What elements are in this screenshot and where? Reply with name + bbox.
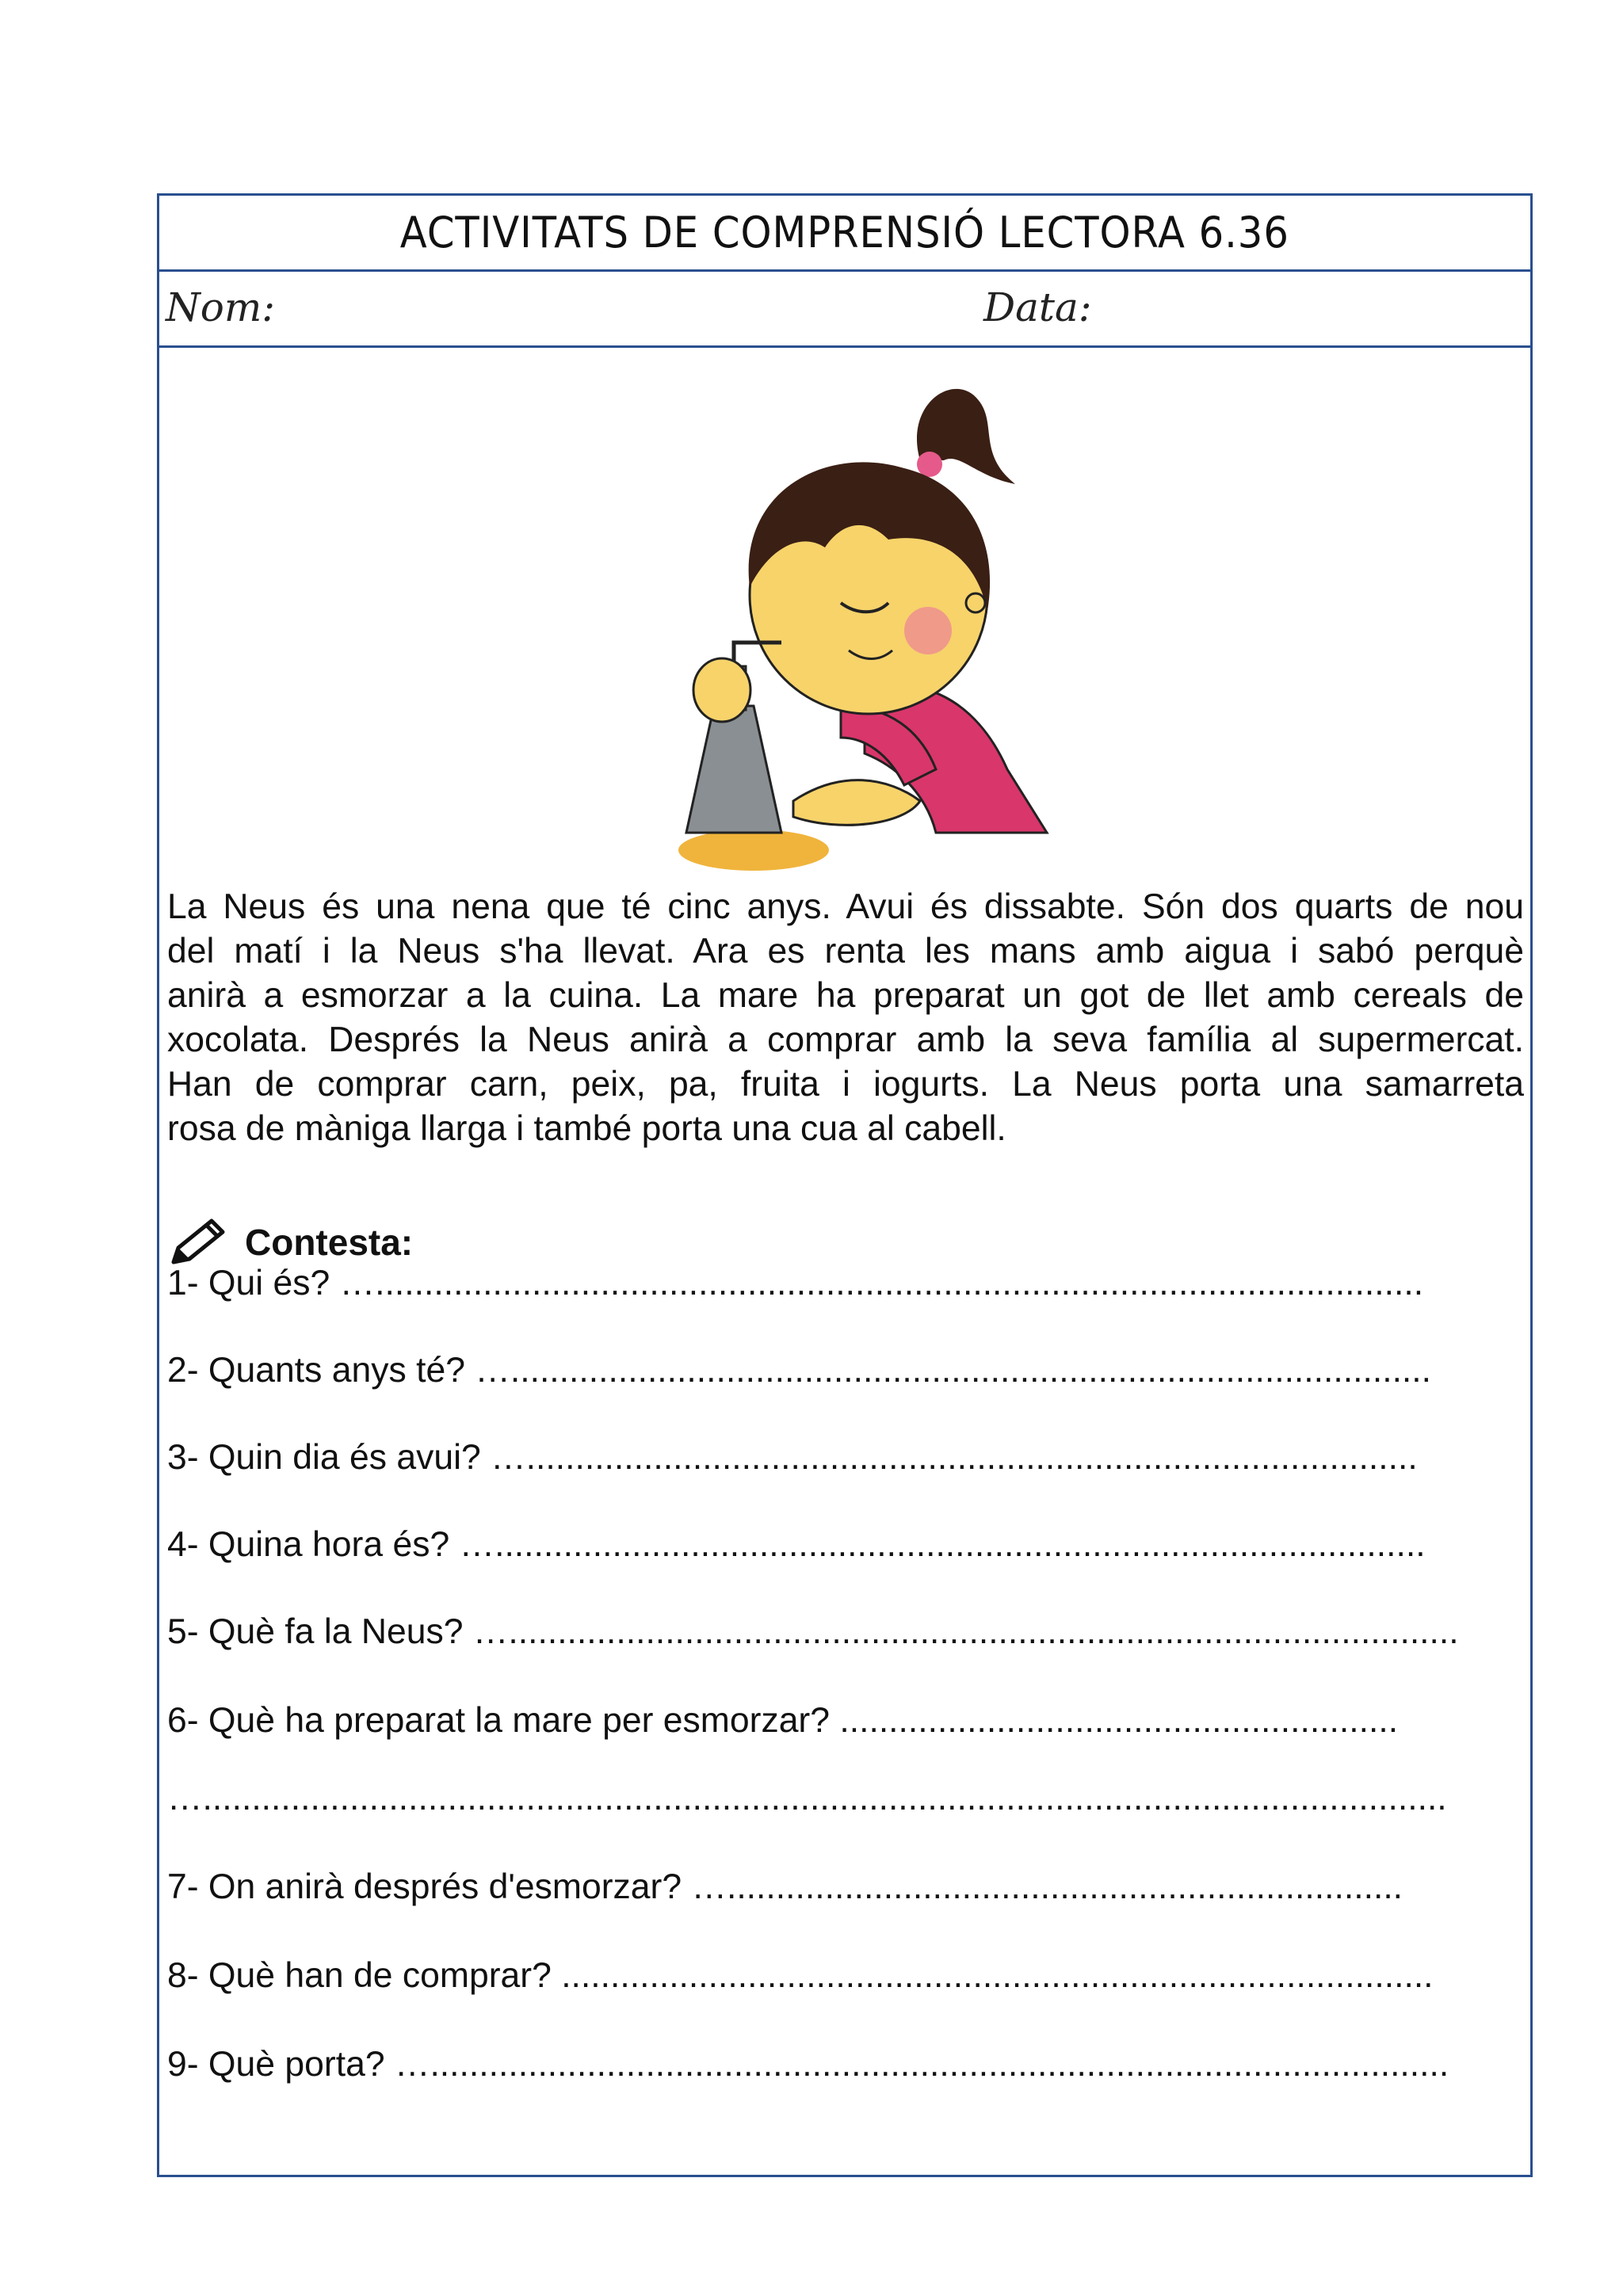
passage-line: rosa de màniga llarga i també porta una cua al cabell. <box>167 1109 1006 1148</box>
reading-passage <box>167 885 1524 1151</box>
question-line[interactable]: 4- Quina hora és? …............................................................................................... <box>167 1525 1426 1564</box>
question-line[interactable]: 9- Què porta? …........................................................................................................ <box>167 2045 1449 2084</box>
passage-line: La Neus és una nena que té cinc anys. Avui és dissabte. Són dos quarts de nou <box>167 887 1524 926</box>
question-line[interactable]: 5- Què fa la Neus? …................................................................................................. <box>167 1612 1459 1651</box>
info-row <box>159 272 1530 348</box>
question-line[interactable]: 2- Quants anys té? ….............................................................................................. <box>167 1351 1432 1390</box>
date-label: Data: <box>983 284 1092 330</box>
name-label: Nom: <box>166 284 276 330</box>
question-line[interactable]: 7- On anirà després d'esmorzar? …..................................................................... <box>167 1867 1403 1906</box>
passage-line: anirà a esmorzar a la cuina. La mare ha preparat un got de llet amb cereals de <box>167 976 1524 1015</box>
question-line[interactable]: 8- Què han de comprar? ......................................................................................... <box>167 1956 1434 1995</box>
question-line[interactable]: 3- Quin dia és avui? …........................................................................................... <box>167 1438 1418 1477</box>
worksheet <box>157 193 1533 2177</box>
page-title: ACTIVITATS DE COMPRENSIÓ LECTORA 6.36 <box>399 208 1290 257</box>
question-line[interactable]: 1- Qui és? …........................................................................................................... <box>167 1264 1424 1302</box>
contesta-label: Contesta: <box>245 1222 414 1263</box>
passage-line: Han de comprar carn, peix, pa, fruita i iogurts. La Neus porta una samarreta <box>167 1065 1524 1104</box>
passage-line: xocolata. Després la Neus anirà a comprar amb la seva família al supermercat. <box>167 1020 1524 1059</box>
passage-line: del matí i la Neus s'ha llevat. Ara es renta les mans amb aigua i sabó perquè <box>167 932 1524 971</box>
question-line[interactable]: 6- Què ha preparat la mare per esmorzar? ......................................................... <box>167 1701 1399 1740</box>
answer-line[interactable]: …............................................................................................................................... <box>167 1779 1447 1817</box>
girl-washing-hands-illustration <box>603 357 1079 887</box>
title-row <box>159 196 1530 272</box>
